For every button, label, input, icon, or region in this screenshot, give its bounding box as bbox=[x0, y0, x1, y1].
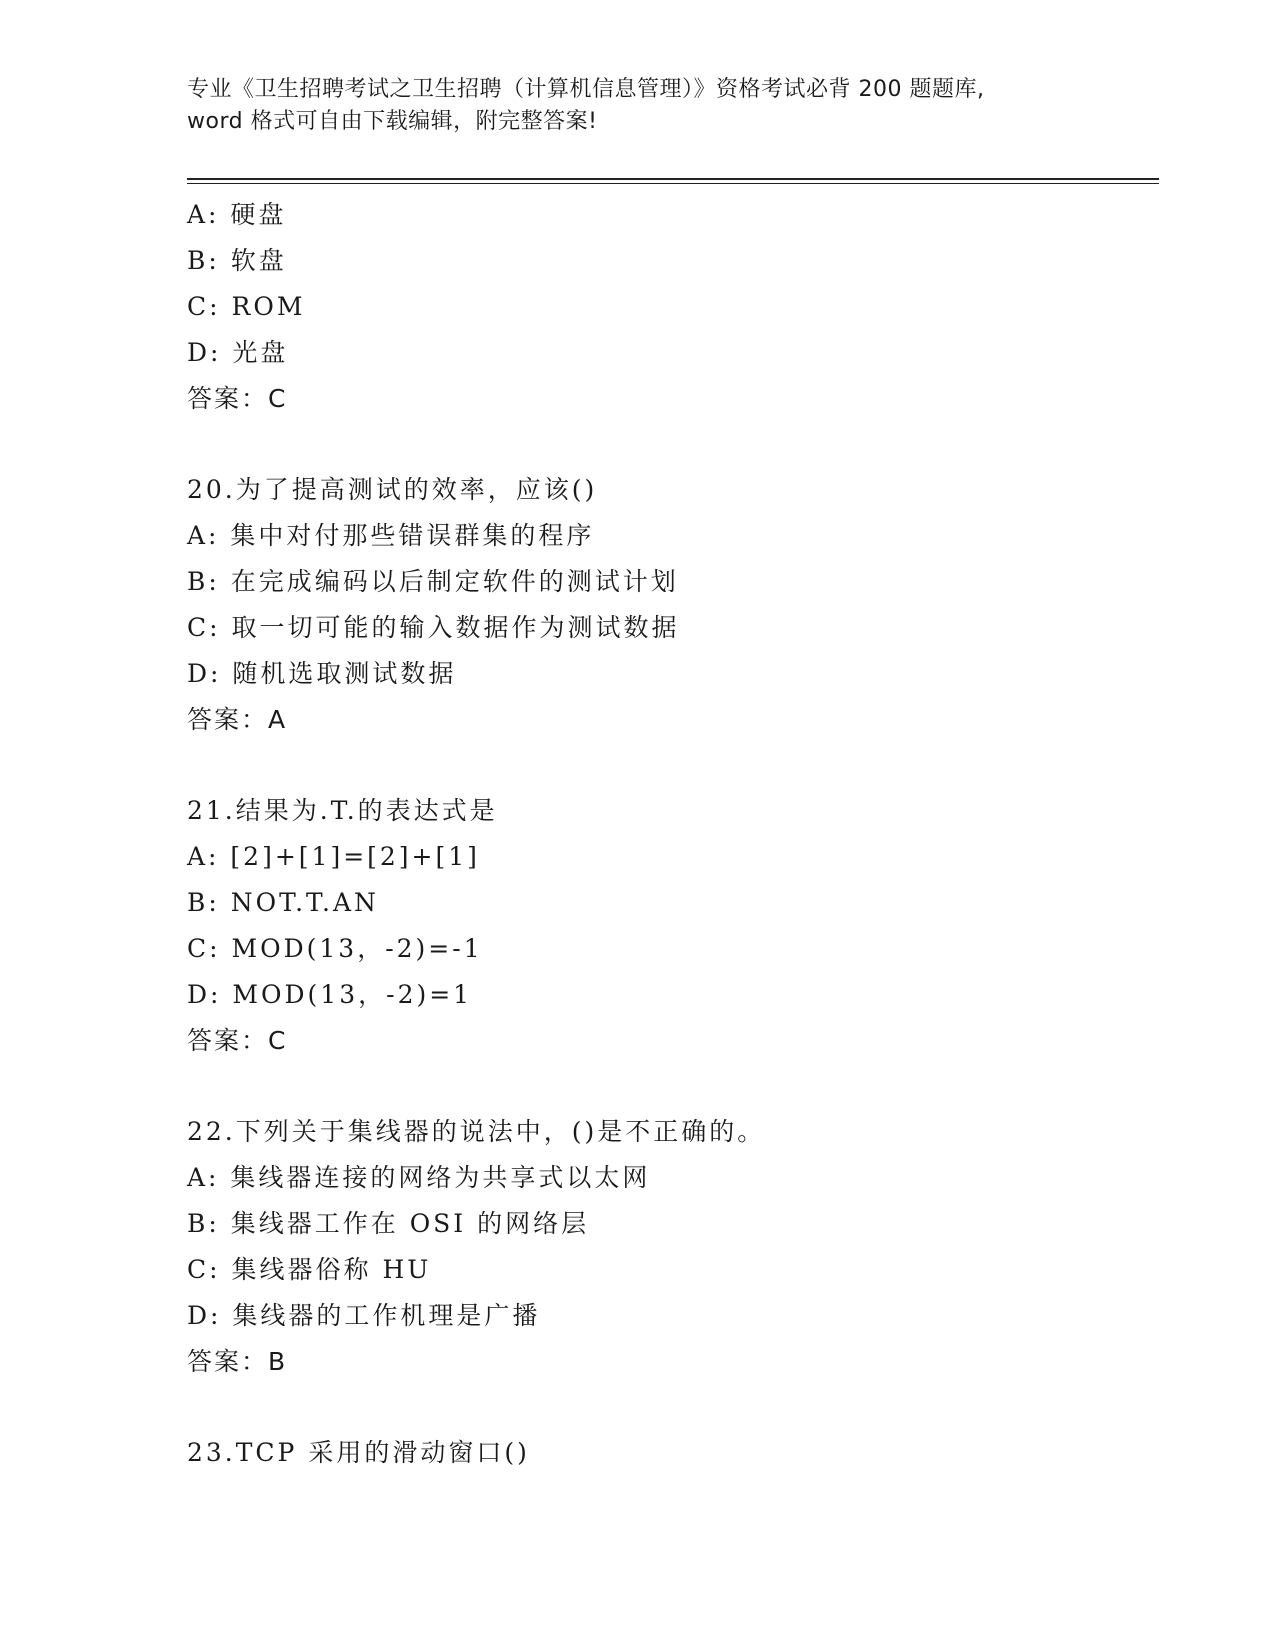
answer: 答案：A bbox=[187, 705, 288, 734]
question-23 bbox=[187, 1430, 1187, 1476]
option-b: B: 集线器工作在 OSI 的网络层 bbox=[187, 1209, 590, 1238]
option-d: D: 集线器的工作机理是广播 bbox=[187, 1301, 541, 1330]
option-a: A: [2]+[1]=[2]+[1] bbox=[187, 842, 480, 871]
question-text: 20.为了提高测试的效率，应该() bbox=[187, 475, 598, 504]
spacer bbox=[187, 1385, 1187, 1430]
option-d: D: MOD(13，-2)=1 bbox=[187, 980, 473, 1009]
header-divider-bottom bbox=[187, 183, 1159, 184]
option-c: C: 取一切可能的输入数据作为测试数据 bbox=[187, 613, 680, 642]
question-22 bbox=[187, 1109, 1187, 1385]
question-19 bbox=[187, 192, 1187, 422]
question-text: 22.下列关于集线器的说法中，()是不正确的。 bbox=[187, 1117, 766, 1146]
option-d: D: 光盘 bbox=[187, 338, 289, 367]
spacer bbox=[187, 1064, 1187, 1109]
document-header bbox=[187, 74, 1087, 138]
question-20 bbox=[187, 467, 1187, 743]
option-a: A: 集线器连接的网络为共享式以太网 bbox=[187, 1163, 651, 1192]
option-a: A: 集中对付那些错误群集的程序 bbox=[187, 521, 595, 550]
option-c: C: MOD(13，-2)=-1 bbox=[187, 934, 483, 963]
header-divider-top bbox=[187, 178, 1159, 180]
question-21 bbox=[187, 788, 1187, 1064]
option-b: B: 软盘 bbox=[187, 246, 287, 275]
question-list bbox=[187, 192, 1187, 1476]
option-a: A: 硬盘 bbox=[187, 200, 287, 229]
option-b: B: 在完成编码以后制定软件的测试计划 bbox=[187, 567, 679, 596]
header-line-1: 专业《卫生招聘考试之卫生招聘（计算机信息管理）》资格考试必背 200 题题库, bbox=[187, 77, 985, 102]
answer: 答案：B bbox=[187, 1347, 288, 1376]
answer: 答案：C bbox=[187, 384, 288, 413]
spacer bbox=[187, 422, 1187, 467]
option-c: C: 集线器俗称 HU bbox=[187, 1255, 432, 1284]
question-text: 21.结果为.T.的表达式是 bbox=[187, 796, 498, 825]
question-text: 23.TCP 采用的滑动窗口() bbox=[187, 1438, 530, 1467]
option-c: C: ROM bbox=[187, 292, 306, 321]
option-d: D: 随机选取测试数据 bbox=[187, 659, 457, 688]
header-line-2: word 格式可自由下载编辑，附完整答案! bbox=[187, 109, 598, 134]
spacer bbox=[187, 743, 1187, 788]
option-b: B: NOT.T.AN bbox=[187, 888, 379, 917]
answer: 答案：C bbox=[187, 1026, 288, 1055]
